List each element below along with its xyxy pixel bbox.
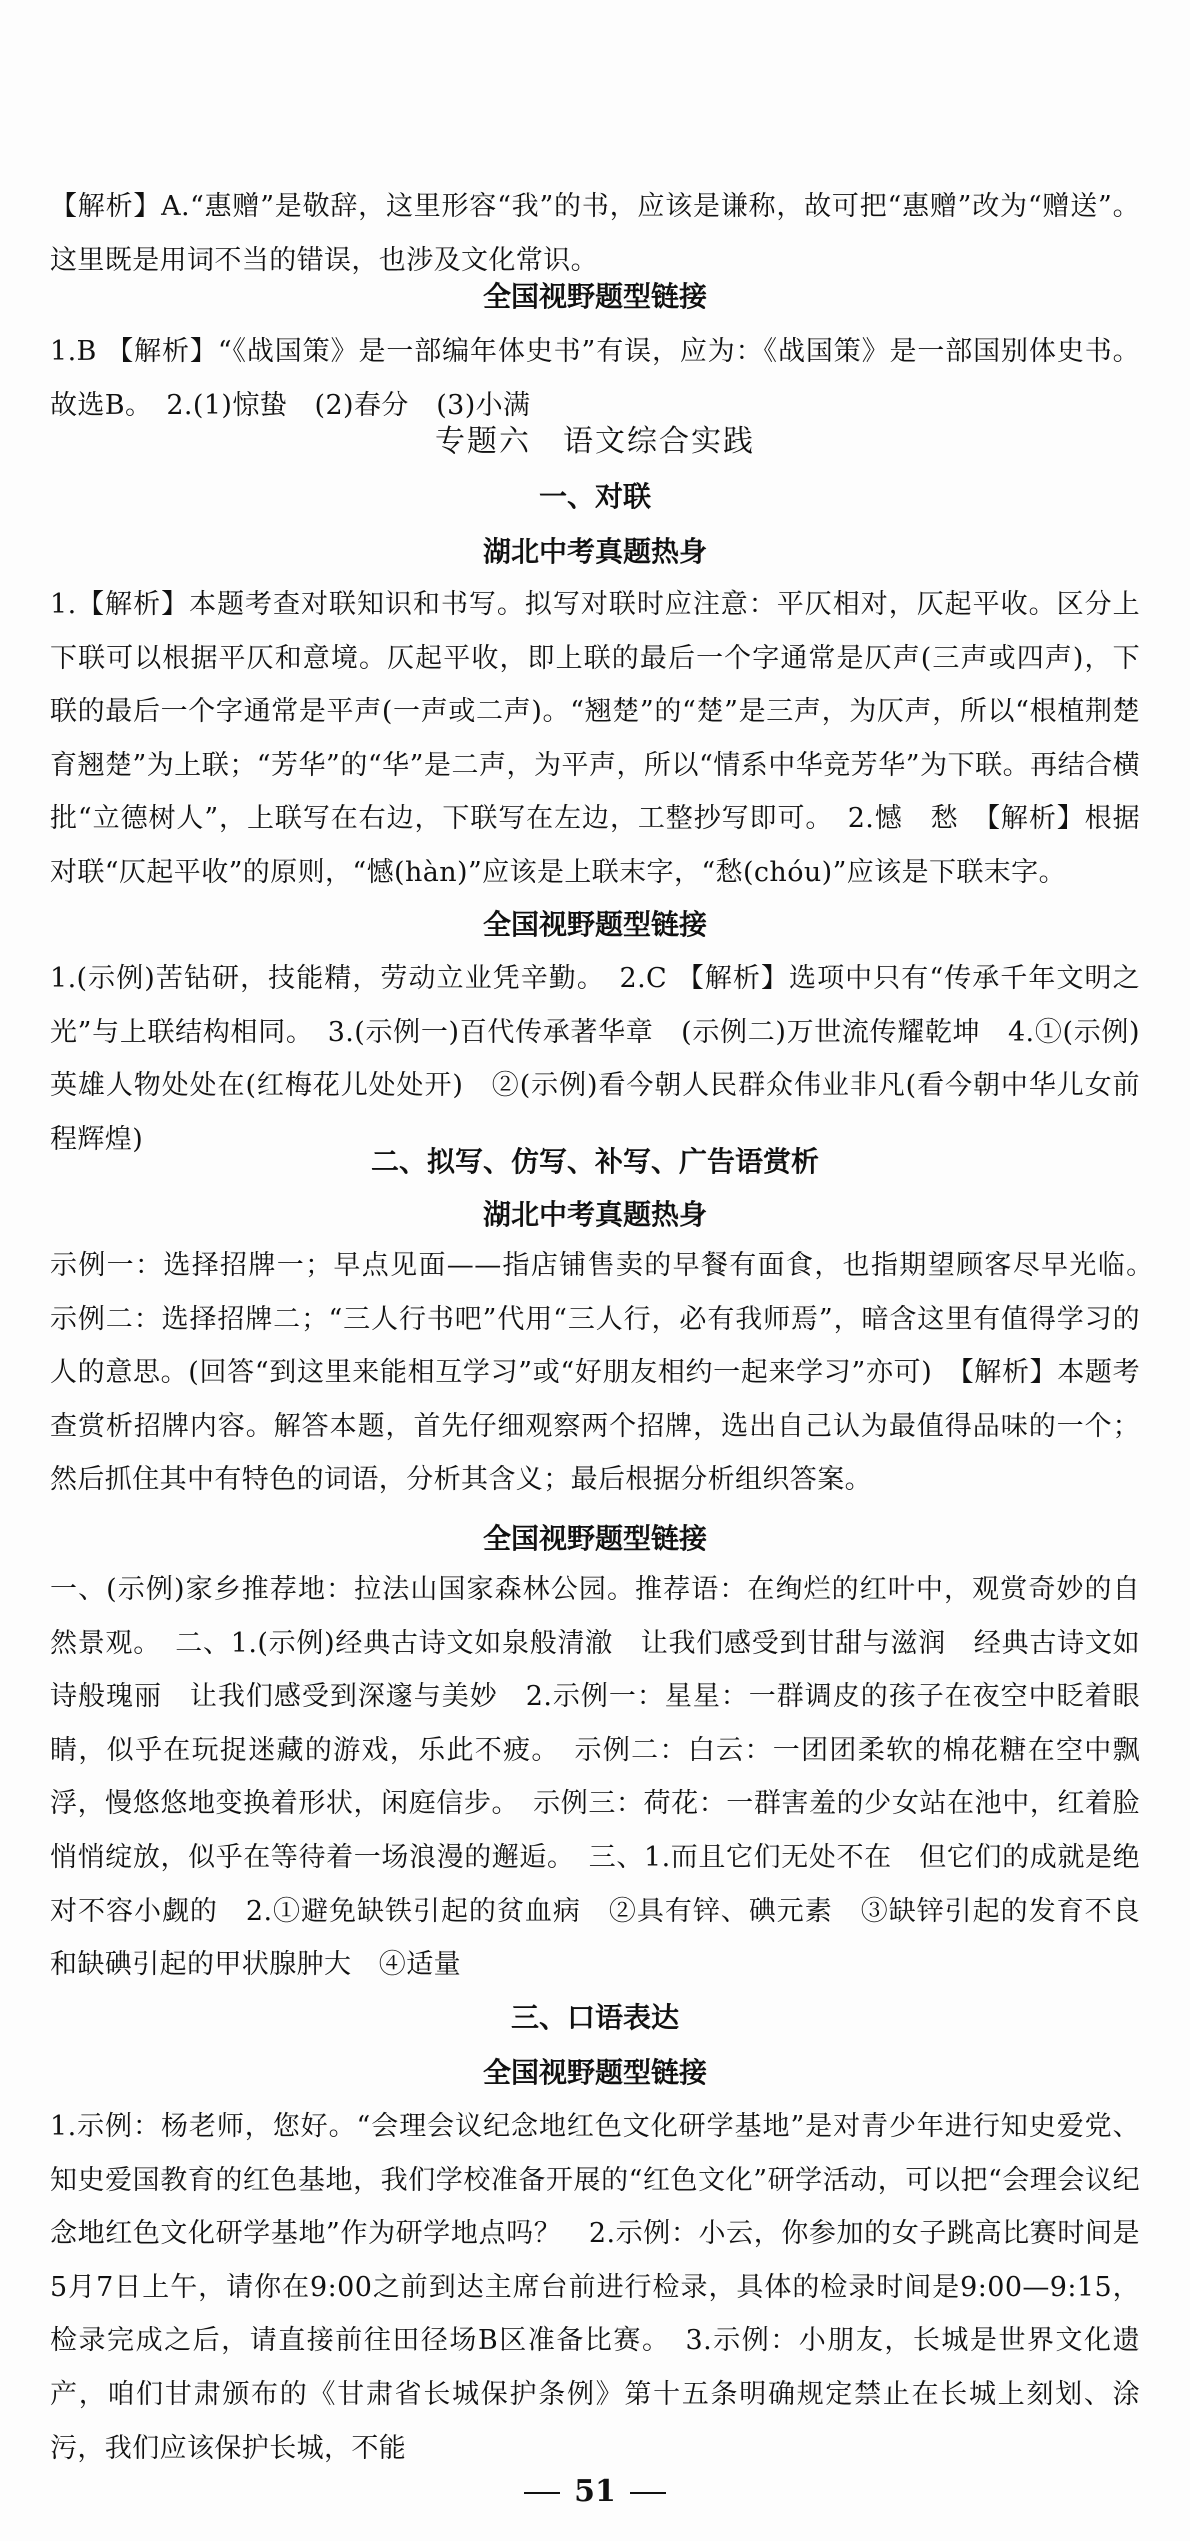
hubei-warmup-1-paragraph: 1.【解析】本题考查对联知识和书写。拟写对联时应注意：平仄相对，仄起平收。区分上下联可以根据平仄和意境。仄起平收，即上联的最后一个字通常是仄声(三声或四声)，下联的最后一个字通常是平声(一声或二声)。“翘楚”的“楚”是三声，为仄声，所以“根植荆楚育翘楚”为上联；“芳华”的“华”是二声，为平声，所以“情系中华竞芳华”为下联。再结合横批“立德树人”，上联写在右边，下联写在左边，工整抄写即可。 2.憾 愁 【解析】根据对联“仄起平收”的原则，“憾(hàn)”应该是上联末字，“愁(chóu)”应该是下联末字。: [50, 589, 1140, 888]
national-links-3-paragraph: 一、(示例)家乡推荐地：拉法山国家森林公园。推荐语：在绚烂的红叶中，观赏奇妙的自然景观。 二、1.(示例)经典古诗文如泉般清澈 让我们感受到甘甜与滋润 经典古诗文如诗般瑰丽 让我们感受到深邃与美妙 2.示例一：星星：一群调皮的孩子在夜空中眨着眼睛，似乎在玩捉迷藏的游戏，乐此不疲。 示例二：白云：一团团柔软的棉花糖在空中飘浮，慢悠悠地变换着形状，闲庭信步。 示例三：荷花：一群害羞的少女站在池中，红着脸悄悄绽放，似乎在等待着一场浪漫的邂逅。 三、1.而且它们无处不在 但它们的成就是绝对不容小觑的 2.①避免缺铁引起的贫血病 ②具有锌、碘元素 ③缺锌引起的发育不良和缺碘引起的甲状腺肿大 ④适量: [50, 1574, 1140, 1981]
page-footer: [0, 2474, 1190, 2509]
section-title-oral: 三、口语表达: [510, 2001, 679, 2034]
footer-dash-right: [630, 2492, 666, 2494]
hubei-warmup-2-paragraph: 示例一：选择招牌一；早点见面——指店铺售卖的早餐有面食，也指期望顾客尽早光临。 示例二：选择招牌二；“三人行书吧”代用“三人行，必有我师焉”，暗含这里有值得学习的人的意思。(回答“到这里来能相互学习”或“好朋友相约一起来学习”亦可) 【解析】本题考查赏析招牌内容。解答本题，首先仔细观察两个招牌，选出自己认为最值得品味的一个；然后抓住其中有特色的词语，分析其含义；最后根据分析组织答案。: [50, 1250, 1168, 1496]
national-links-4-paragraph: 1.示例：杨老师，您好。“会理会议纪念地红色文化研学基地”是对青少年进行知史爱党、知史爱国教育的红色基地，我们学校准备开展的“红色文化”研学活动，可以把“会理会议纪念地红色文化研学基地”作为研学地点吗？ 2.示例：小云，你参加的女子跳高比赛时间是5月7日上午，请你在9:00之前到达主席台前进行检录，具体的检录时间是9:00—9:15，检录完成之后，请直接前往田径场B区准备比赛。 3.示例：小朋友，长城是世界文化遗产，咱们甘肃颁布的《甘肃省长城保护条例》第十五条明确规定禁止在长城上刻划、涂污，我们应该保护长城，不能: [50, 2111, 1140, 2464]
section-title-writing: 二、拟写、仿写、补写、广告语赏析: [370, 1145, 819, 1178]
page-number: 51: [574, 2474, 616, 2509]
national-links-1-paragraph: 1.B 【解析】“《战国策》是一部编年体史书”有误，应为：《战国策》是一部国别体史书。故选B。 2.(1)惊蛰 (2)春分 (3)小满: [50, 336, 1140, 421]
national-links-2-paragraph: 1.(示例)苦钻研，技能精，劳动立业凭辛勤。 2.C 【解析】选项中只有“传承千年文明之光”与上联结构相同。 3.(示例一)百代传承著华章 (示例二)万世流传耀乾坤 4.①(示例)英雄人物处处在(红梅花儿处处开) ②(示例)看今朝人民群众伟业非凡(看今朝中华儿女前程辉煌): [50, 963, 1140, 1155]
intro-analysis-paragraph: 【解析】A.“惠赠”是敬辞，这里形容“我”的书，应该是谦称，故可把“惠赠”改为“赠送”。这里既是用词不当的错误，也涉及文化常识。: [50, 191, 1140, 276]
heading-national-links-4: 全国视野题型链接: [482, 2056, 707, 2089]
heading-national-links-1: 全国视野题型链接: [482, 280, 707, 313]
heading-national-links-3: 全国视野题型链接: [482, 1522, 707, 1555]
section-title-couplets: 一、对联: [538, 480, 651, 513]
topic-title: 专题六 语文综合实践: [435, 424, 755, 459]
heading-hubei-warmup-2: 湖北中考真题热身: [482, 1198, 707, 1231]
heading-national-links-2: 全国视野题型链接: [482, 908, 707, 941]
footer-dash-left: [524, 2492, 560, 2494]
heading-hubei-warmup-1: 湖北中考真题热身: [482, 535, 707, 568]
